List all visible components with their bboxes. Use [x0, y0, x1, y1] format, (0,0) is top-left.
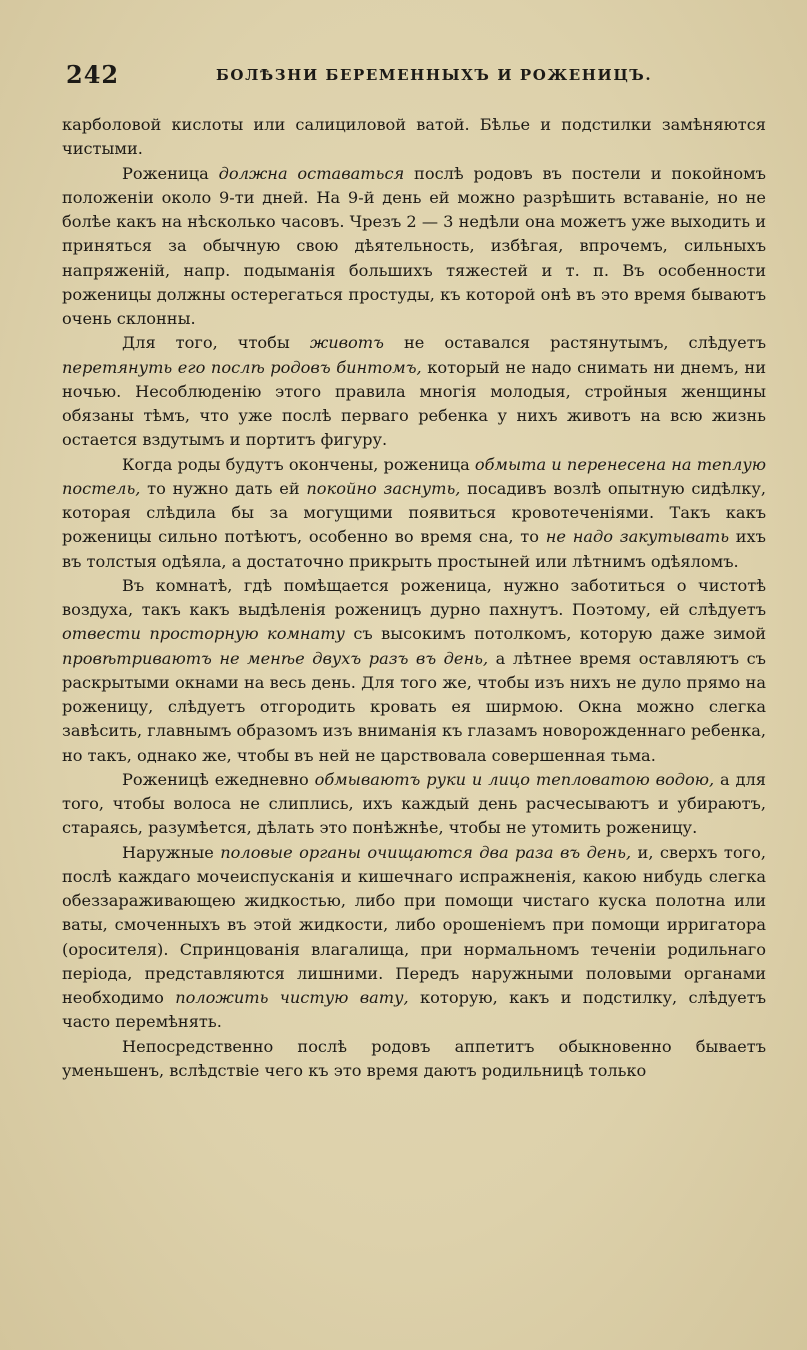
body-text: [62, 113, 766, 1083]
text-run: Въ комнатѣ, гдѣ помѣщается роженица, нужно заботиться о чистотѣ воздуха, такъ какъ выдѣленія роженицъ дурно пахнутъ. Поэтому, ей слѣдуетъ: [62, 575, 766, 619]
text-run: а лѣтнее время оставляютъ съ раскрытыми окнами на весь день. Для того же, чтобы изъ нихъ не дуло прямо на роженицу, слѣдуетъ отгородить кровать ея ширмою. Окна можно слегка завѣсить, главнымъ образомъ изъ вниманія къ глазамъ новорожденнаго ребенка, но такъ, однако же, чтобы въ ней не царствовала совершенная тьма.: [62, 648, 766, 765]
running-title: БОЛѢЗНИ БЕРЕМЕННЫХЪ И РОЖЕНИЦЪ.: [216, 66, 653, 84]
page-header: [66, 56, 766, 96]
text-run: Роженицѣ ежедневно: [122, 769, 315, 789]
text-run: то нужно дать ей: [140, 478, 307, 498]
emphasis-run: животъ: [309, 333, 384, 353]
page-number: 242: [66, 60, 120, 89]
text-run: Когда роды будутъ окончены, роженица: [122, 454, 475, 474]
emphasis-run: положить чистую вату,: [175, 988, 409, 1007]
emphasis-run: отвести просторную комнату: [62, 624, 345, 644]
text-run: не оставался растянутымъ, слѣдуетъ: [383, 333, 766, 353]
text-run: а для того, чтобы волоса не слиплись, ихъ каждый день расчесываютъ и убираютъ, стараясь, разумѣется, дѣлать это понѣжнѣе, чтобы не утомить роженицу.: [62, 769, 766, 838]
text-run: Наружные: [122, 842, 221, 862]
emphasis-run: перетянуть его послѣ родовъ бинтомъ,: [62, 357, 422, 377]
emphasis-run: обмыта и перенесена на теплую постель,: [62, 454, 766, 498]
emphasis-run: должна оставаться: [218, 163, 405, 183]
emphasis-run: обмываютъ руки и лицо тепловатою водою,: [314, 769, 715, 789]
text-run: Непосредственно послѣ родовъ аппетитъ обыкновенно бываетъ уменьшенъ, вслѣдствіе чего къ это время даютъ родильницѣ только: [62, 1036, 766, 1080]
emphasis-run: половые органы очищаются два раза въ день,: [220, 842, 632, 862]
paragraph-8: [62, 1035, 766, 1084]
text-run: съ высокимъ потолкомъ, которую даже зимой: [344, 624, 766, 644]
text-run: и, сверхъ того, послѣ каждаго мочеиспусканія и кишечнаго испражненія, какою нибудь слегка обеззараживающею жидкостью, либо при помощи чистаго куска полотна или ваты, смоченныхъ въ этой жидкости, либо орошеніемъ при помощи ирригатора (оросителя). Спринцованія влагалища, при нормальномъ теченіи родильнаго періода, представляются лишними. Передъ наружными половыми органами необходимо: [62, 842, 766, 1007]
emphasis-run: провѣтриваютъ не менѣе двухъ разъ въ день,: [62, 648, 489, 668]
paragraph-4: [62, 453, 766, 574]
paragraph-5: [62, 574, 766, 768]
text-run: ихъ въ толстыя одѣяла, а достаточно прикрыть простыней или лѣтнимъ одѣяломъ.: [62, 527, 766, 571]
text-run: послѣ родовъ въ постели и покойномъ положеніи около 9-ти дней. На 9-й день ей можно разрѣшить вставаніе, но не болѣе какъ на нѣсколько часовъ. Чрезъ 2 — 3 недѣли она можетъ уже выходить и приняться за обычную свою дѣятельность, избѣгая, впрочемъ, сильныхъ напряженій, напр. подыманія большихъ тяжестей и т. п. Въ особенности роженицы должны остерегаться простуды, къ которой онѣ въ это время бываютъ очень склонны.: [62, 163, 766, 328]
paragraph-3: [62, 331, 766, 452]
paragraph-7: [62, 841, 766, 1035]
text-run: Для того, чтобы: [122, 333, 310, 353]
paragraph-1: [62, 113, 766, 162]
paragraph-6: [62, 768, 766, 841]
text-run: которую, какъ и подстилку, слѣдуетъ часто перемѣнять.: [62, 988, 766, 1032]
emphasis-run: не надо закутывать: [545, 527, 730, 547]
text-run: Роженица: [122, 163, 219, 183]
text-run: который не надо снимать ни днемъ, ни ночью. Несоблюденію этого правила многія молодыя, стройныя женщины обязаны тѣмъ, что уже послѣ перваго ребенка у нихъ животъ на всю жизнь остается вздутымъ и портитъ фигуру.: [62, 357, 767, 450]
text-run: посадивъ возлѣ опытную сидѣлку, которая слѣдила бы за могущими появиться кровотеченіями. Такъ какъ роженицы сильно потѣютъ, особенно во время сна, то: [62, 478, 766, 547]
paragraph-2: [62, 162, 766, 332]
emphasis-run: покойно заснуть,: [306, 478, 461, 498]
text-run: карболовой кислоты или салициловой ватой. Бѣлье и подстилки замѣняются чистыми.: [62, 115, 766, 159]
